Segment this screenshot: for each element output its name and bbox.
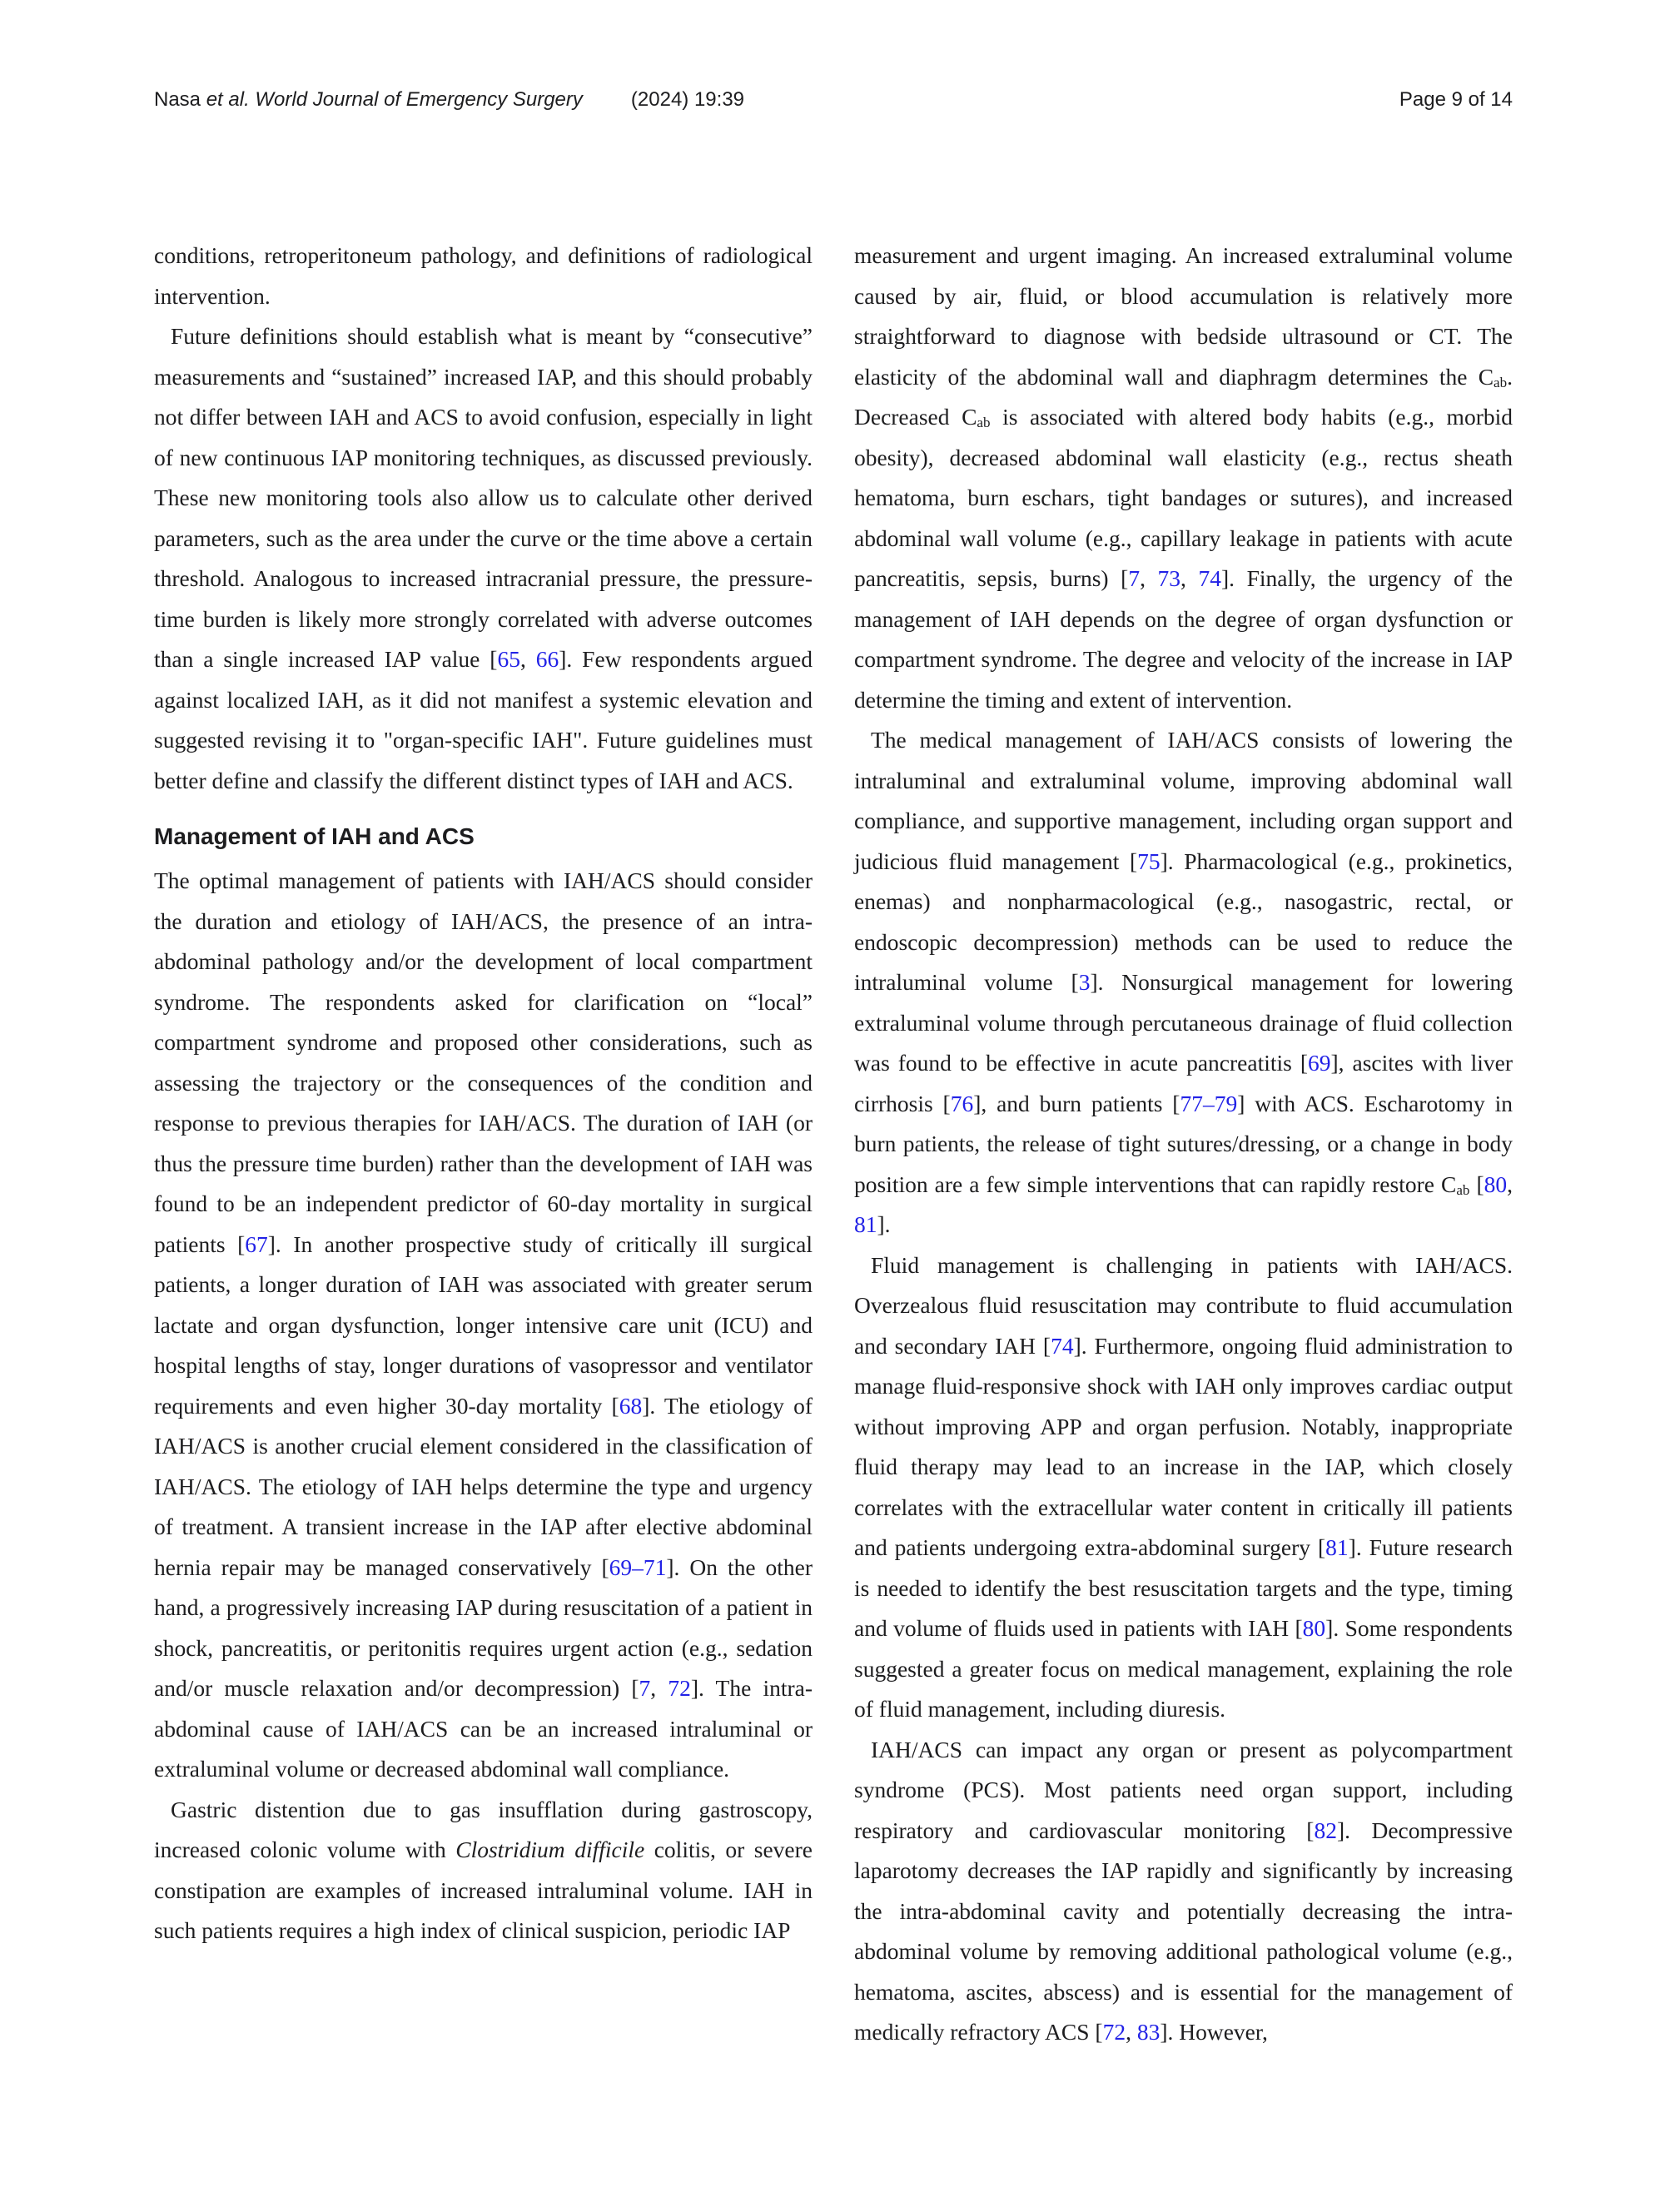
citation-link[interactable]: 80: [1302, 1615, 1326, 1641]
text-run: ,: [650, 1675, 668, 1701]
citation-link[interactable]: 81: [1325, 1534, 1349, 1560]
paragraph: [154, 236, 813, 316]
running-head: [154, 88, 744, 112]
text-run: ]. Finally, the urgency of the management of IAH depends on the degree of organ dysfunction or compartment syndrome. The degree and velocity of the increase in IAP determine the timing and extent of intervention.: [854, 565, 1513, 713]
citation-link[interactable]: 68: [619, 1392, 643, 1419]
text-run: ]. Future research is needed to identify the best resuscitation targets and the type, timing and volume of fluids used in patients with IAH [: [854, 1534, 1513, 1641]
text-run: The optimal management of patients with IAH/ACS should consider the duration and etiology of IAH/ACS, the presence of an intra-abdominal pathology and/or the development of local compartment syndrome. The respondents asked for clarification on “local” compartment syndrome and proposed other considerations, such as assessing the trajectory or the consequences of the condition and response to previous therapies for IAH/ACS. The duration of IAH (or thus the pressure time burden) rather than the development of IAH was found to be an independent predictor of 60-day mortality in surgical patients [: [154, 867, 813, 1257]
text-run: Gastric distention due to gas insufflation during gastroscopy, increased colonic volume with: [154, 1796, 813, 1862]
text-run: ]. Nonsurgical management for lowering extraluminal volume through percutaneous drainage of fluid collection was found to be effective in acute pancreatitis [: [854, 969, 1513, 1076]
italic-text: Clostridium difficile: [455, 1837, 645, 1862]
text-run: ] with ACS. Escharotomy in burn patients, the release of tight sutures/dressing, or a change in body position are a few simple interventions that can rapidly restore C: [854, 1090, 1513, 1197]
citation-link[interactable]: 81: [854, 1211, 877, 1237]
citation-link[interactable]: 74: [1051, 1332, 1074, 1359]
subscript-text: ab: [977, 415, 991, 431]
subscript-text: ab: [1456, 1181, 1470, 1198]
paragraph: [854, 236, 1513, 720]
text-run: ,: [1140, 565, 1158, 591]
citation-link[interactable]: 75: [1137, 848, 1161, 874]
citation-link[interactable]: 7: [1128, 565, 1141, 591]
text-run: ,: [519, 646, 536, 672]
paragraph: [854, 1730, 1513, 2053]
citation-link[interactable]: 72: [668, 1675, 691, 1701]
citation-link[interactable]: 83: [1136, 2019, 1161, 2045]
text-run: ].: [877, 1211, 891, 1237]
text-run: ]. The etiology of IAH/ACS is another crucial element considered in the classification of IAH/ACS. The etiology of IAH helps determine the type and urgency of treatment. A transient increase in the IAP after elective abdominal hernia repair may be managed conservatively [: [154, 1392, 813, 1580]
text-run: [: [1469, 1171, 1484, 1197]
citation-link[interactable]: 77–79: [1180, 1090, 1238, 1116]
text-run: ]. The intra-abdominal cause of IAH/ACS can be an increased intraluminal or extraluminal volume or decreased abdominal wall compliance.: [154, 1675, 813, 1782]
text-run: ]. However,: [1160, 2019, 1268, 2045]
paragraph: [154, 861, 813, 1790]
text-run: ]. Decompressive laparotomy decreases the IAP rapidly and significantly by increasing the intra-abdominal cavity and potentially decreasing the intra-abdominal volume by removing additional pathological volume (e.g., hematoma, ascites, abscess) and is essential for the management of medically refractory ACS [: [854, 1817, 1513, 2045]
page-number: Page 9 of 14: [1399, 88, 1513, 111]
text-run: Fluid management is challenging in patients with IAH/ACS. Overzealous fluid resuscitation may contribute to fluid accumulation and secondary IAH [: [854, 1251, 1513, 1359]
text-run: IAH/ACS can impact any organ or present as polycompartment syndrome (PCS). Most patients need organ support, including respiratory and cardiovascular monitoring [: [854, 1736, 1513, 1843]
text-run: ,: [1507, 1171, 1513, 1197]
citation-link[interactable]: 76: [950, 1090, 974, 1116]
text-run: Future definitions should establish what is meant by “consecutive” measurements and “sustained” increased IAP, and this should probably not differ between IAH and ACS to avoid confusion, especially in light of new continuous IAP monitoring techniques, as discussed previously. These new monitoring tools also allow us to calculate other derived parameters, such as the area under the curve or the time above a certain threshold. Analogous to increased intracranial pressure, the pressure-time burden is likely more strongly correlated with adverse outcomes than a single increased IAP value [: [154, 323, 813, 672]
two-column-body: [154, 236, 1513, 2053]
text-run: ]. Few respondents argued against localized IAH, as it did not manifest a systemic elevation and suggested revising it to "organ-specific IAH". Future guidelines must better define and classify the different distinct types of IAH and ACS.: [154, 646, 813, 793]
text-run: colitis, or severe constipation are examples of increased intraluminal volume. IAH in such patients requires a high index of clinical suspicion, periodic IAP: [154, 1837, 813, 1943]
text-run: ]. Some respondents suggested a greater focus on medical management, explaining the role of fluid management, including diuresis.: [854, 1615, 1513, 1722]
citation-link[interactable]: 74: [1198, 565, 1221, 591]
text-run: is associated with altered body habits (e.g., morbid obesity), decreased abdominal wall elasticity (e.g., rectus sheath hematoma, burn eschars, tight bandages or sutures), and increased abdominal wall volume (e.g., capillary leakage in patients with acute pancreatitis, sepsis, burns) [: [854, 404, 1513, 591]
text-run: . Decreased C: [854, 363, 1513, 430]
citation-link[interactable]: 69: [1307, 1050, 1331, 1076]
page-header: [154, 88, 1513, 112]
section-heading: Management of IAH and ACS: [154, 823, 475, 849]
citation-link[interactable]: 72: [1102, 2019, 1126, 2045]
citation-link[interactable]: 80: [1484, 1171, 1508, 1197]
citation-link[interactable]: 7: [639, 1675, 651, 1701]
text-run: ]. In another prospective study of critically ill surgical patients, a longer duration of IAH was associated with greater serum lactate and organ dysfunction, longer intensive care unit (ICU) and hospital lengths of stay, longer durations of vasopressor and ventilator requirements and even higher 30-day mortality [: [154, 1230, 813, 1419]
citation-link[interactable]: 66: [535, 646, 559, 672]
citation-link[interactable]: 67: [245, 1230, 268, 1257]
text-run: ]. Pharmacological (e.g., prokinetics, enemas) and nonpharmacological (e.g., nasogastric, rectal, or endoscopic decompression) methods can be used to reduce the intraluminal volume [: [854, 848, 1513, 995]
journal-title: et al. World Journal of Emergency Surgery: [206, 88, 583, 111]
citation-link[interactable]: 65: [497, 646, 520, 672]
text-run: ], and burn patients [: [973, 1090, 1180, 1116]
citation-link[interactable]: 82: [1314, 1817, 1337, 1843]
text-run: ,: [1126, 2019, 1137, 2045]
right-column: [854, 236, 1513, 2053]
paragraph: [854, 720, 1513, 1245]
left-column: [154, 236, 813, 2053]
text-run: ], ascites with liver cirrhosis [: [854, 1050, 1513, 1116]
text-run: ,: [1180, 565, 1199, 591]
issue-info: (2024) 19:39: [630, 88, 745, 111]
citation-link[interactable]: 69–71: [609, 1553, 667, 1580]
paragraph: [154, 316, 813, 801]
text-run: measurement and urgent imaging. An increased extraluminal volume caused by air, fluid, or blood accumulation is relatively more straightforward to diagnose with bedside ultrasound or CT. The elasticity of the abdominal wall and diaphragm determines the C: [854, 242, 1513, 390]
paragraph: [154, 1790, 813, 1951]
text-run: ]. Furthermore, ongoing fluid administration to manage fluid-responsive shock with IAH only improves cardiac output without improving APP and organ perfusion. Notably, inappropriate fluid therapy may lead to an increase in the IAP, which closely correlates with the extracellular water content in critically ill patients and patients undergoing extra-abdominal surgery [: [854, 1332, 1513, 1560]
text-run: ]. On the other hand, a progressively increasing IAP during resuscitation of a patient in shock, pancreatitis, or peritonitis requires urgent action (e.g., sedation and/or muscle relaxation and/or decompression) [: [154, 1553, 813, 1701]
citation-link[interactable]: 73: [1157, 565, 1181, 591]
text-run: conditions, retroperitoneum pathology, and definitions of radiological intervention.: [154, 242, 813, 309]
text-run: The medical management of IAH/ACS consists of lowering the intraluminal and extraluminal volume, improving abdominal wall compliance, and supportive management, including organ support and judicious fluid management [: [854, 727, 1513, 874]
paragraph: [854, 1245, 1513, 1730]
subscript-text: ab: [1494, 374, 1508, 390]
author-text: Nasa: [154, 88, 206, 111]
citation-link[interactable]: 3: [1078, 969, 1091, 995]
